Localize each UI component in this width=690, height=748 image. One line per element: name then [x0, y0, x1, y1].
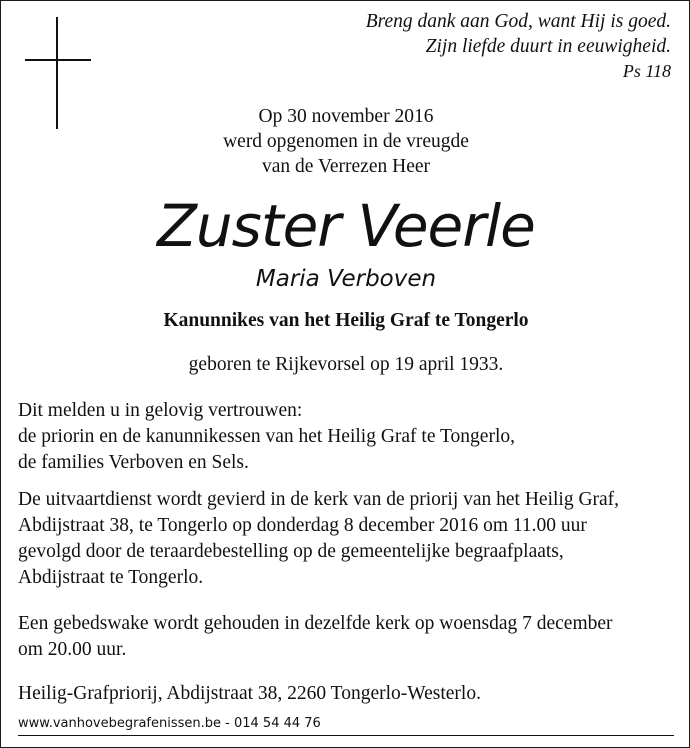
announcement-line: van de Verrezen Heer — [262, 156, 430, 177]
notifiers-paragraph — [18, 398, 683, 476]
paragraph-line: De uitvaartdienst wordt gevierd in de kerk van de priorij van het Heilig Graf, — [18, 489, 620, 510]
verse-reference: Ps 118 — [622, 61, 671, 81]
paragraph-line: Dit melden u in gelovig vertrouwen: — [18, 400, 303, 421]
paragraph-line: Een gebedswake wordt gehouden in dezelfde kerk op woensdag 7 december — [18, 613, 613, 634]
announcement-line: Op 30 november 2016 — [258, 106, 434, 127]
address-paragraph — [18, 681, 683, 707]
paragraph-line: om 20.00 uur. — [18, 639, 127, 660]
paragraph-line: Abdijstraat te Tongerlo. — [18, 567, 204, 588]
paragraph-line: Abdijstraat 38, te Tongerlo op donderdag 8 december 2016 om 11.00 uur — [18, 515, 587, 536]
religious-order: Kanunnikes van het Heilig Graf te Tongerlo — [163, 310, 529, 331]
funeral-home-footer: www.vanhovebegrafenissen.be - 014 54 44 76 — [18, 716, 321, 731]
verse-line: Breng dank aan God, want Hij is goed. — [365, 11, 671, 32]
footer-divider — [18, 735, 674, 736]
bible-verse — [251, 9, 671, 84]
deceased-name: Zuster Veerle — [157, 192, 535, 260]
birth-info: geboren te Rijkevorsel op 19 april 1933. — [188, 354, 504, 375]
wake-paragraph — [18, 611, 683, 663]
cross-horizontal-bar — [25, 59, 91, 61]
paragraph-line: Heilig-Grafpriorij, Abdijstraat 38, 2260 Tongerlo-Westerlo. — [18, 683, 481, 704]
paragraph-line: gevolgd door de teraardebestelling op de gemeentelijke begraafplaats, — [18, 541, 564, 562]
funeral-paragraph — [18, 487, 683, 591]
paragraph-line: de families Verboven en Sels. — [18, 452, 249, 473]
death-announcement — [1, 104, 690, 179]
announcement-line: werd opgenomen in de vreugde — [223, 131, 469, 152]
verse-line: Zijn liefde duurt in eeuwigheid. — [425, 36, 671, 57]
paragraph-line: de priorin en de kanunnikessen van het Heilig Graf te Tongerlo, — [18, 426, 516, 447]
deceased-birth-name: Maria Verboven — [255, 266, 437, 292]
